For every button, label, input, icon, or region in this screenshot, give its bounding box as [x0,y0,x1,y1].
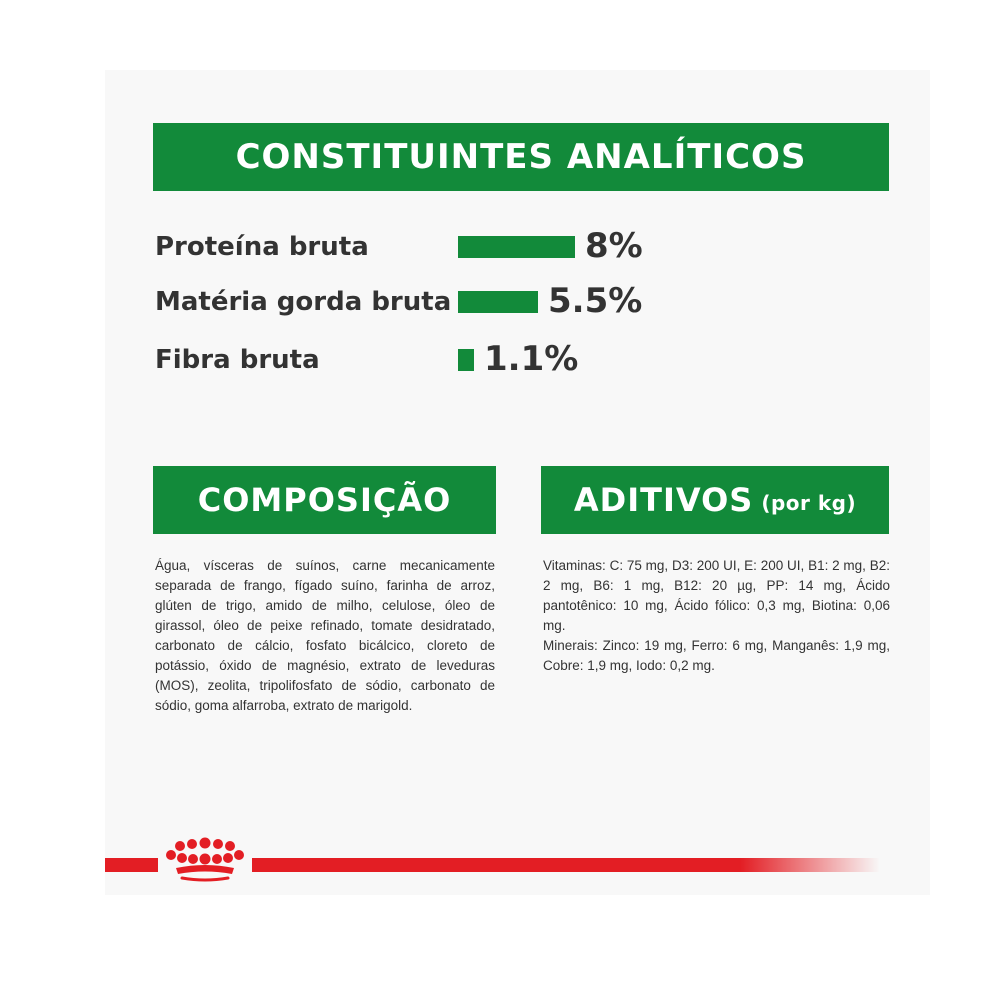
composition-title: COMPOSIÇÃO [197,481,452,519]
additives-header [541,466,889,534]
composition-text: Água, vísceras de suínos, carne mecanicamente separada de frango, fígado suíno, farinha de arroz, glúten de trigo, amido de milho, celulose, óleo de girassol, óleo de peixe refinado, tomate desidratado, carbonato de cálcio, fosfato bicálcico, cloreto de potássio, óxido de magnésio, extrato de leveduras (MOS), zeolita, tripolifosfato de sódio, carbonato de sódio, goma alfarroba, extrato de marigold. [155,558,495,713]
composition-header [153,466,496,534]
fiber-value: 1.1% [484,339,579,379]
fat-label: Matéria gorda bruta [155,287,452,317]
minerals-text: Minerais: Zinco: 19 mg, Ferro: 6 mg, Manganês: 1,9 mg, Cobre: 1,9 mg, Iodo: 0,2 mg. [543,638,890,673]
fiber-bar [458,349,474,371]
protein-label: Proteína bruta [155,232,369,262]
protein-value: 8% [585,226,643,266]
royal-crown-logo-icon [158,836,252,886]
fiber-label: Fibra bruta [155,345,320,375]
fat-value: 5.5% [548,281,643,321]
additives-subtitle: (por kg) [761,491,857,515]
vitamins-text: Vitaminas: C: 75 mg, D3: 200 UI, E: 200 UI, B1: 2 mg, B2: 2 mg, B6: 1 mg, B12: 20 µg, PP: 14 mg, Ácido pantotênico: 10 mg, Ácido fólico: 0,3 mg, Biotina: 0,06 mg. [543,558,890,633]
additives-text [543,556,890,676]
analytical-constituents-header [153,123,889,191]
analytical-title: CONSTITUINTES ANALÍTICOS [235,137,807,177]
additives-title: ADITIVOS [573,481,754,519]
fat-bar [458,291,538,313]
protein-bar [458,236,575,258]
